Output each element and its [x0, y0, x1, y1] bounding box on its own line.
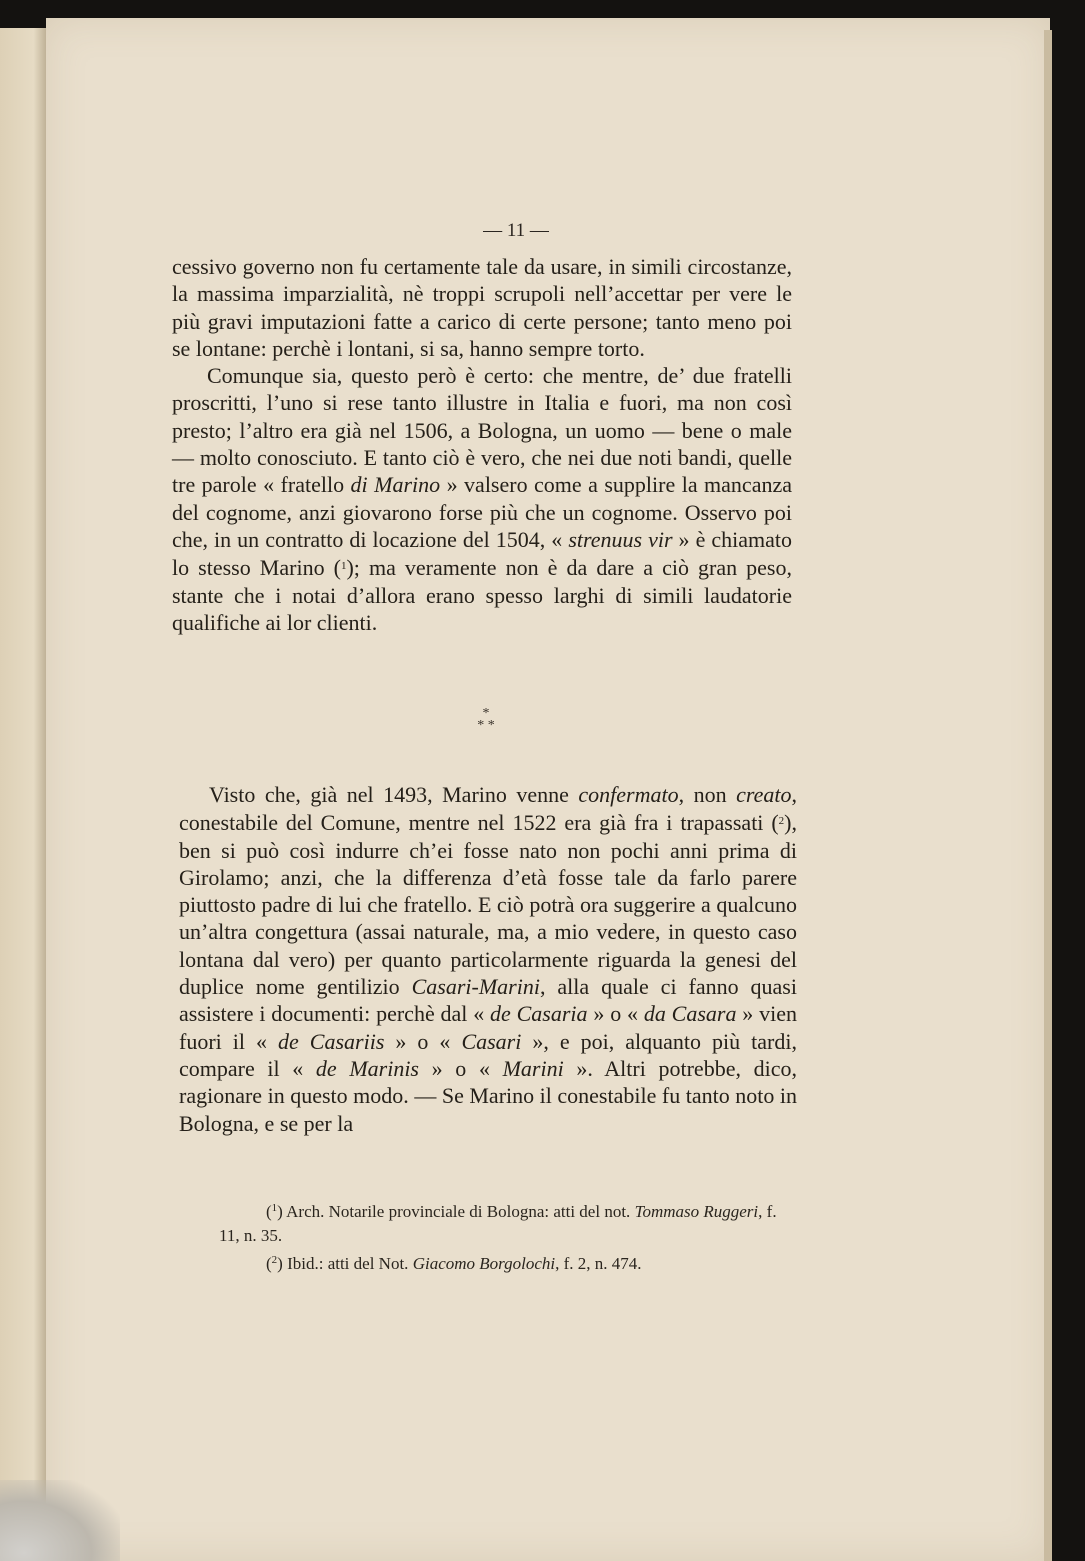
footnote-2: ($^2$) Ibid.: atti del Not. Giacomo Borgolochi, f. 2, n. 474. [266, 1254, 642, 1273]
italic-run: creato [736, 782, 792, 807]
italic-run: Tommaso Ruggeri [634, 1202, 759, 1221]
italic-run: Casari [461, 1028, 522, 1054]
italic-run: confermato [578, 782, 679, 807]
text-run: , conestabile del Comune, mentre nel 1522 era già fra i trapassati ( [179, 782, 797, 836]
text-run: » o « [587, 1001, 644, 1027]
footnote-1: ($^1$) Arch. Notarile provinciale di Bologna: atti del not. Tommaso Ruggeri, f. 11, n. 35. [219, 1202, 777, 1245]
italic-run: da Casara [643, 1001, 737, 1027]
text-run: » valsero come a supplire la mancanza del cognome, anzi giovarono forse più che un cognome. Osservo poi che, in un contratto di locazione del 1504, « [172, 472, 792, 552]
previous-page-edge [0, 28, 48, 1561]
italic-run: de Casaria [490, 1001, 588, 1027]
paper-stain [0, 1480, 120, 1561]
text-run: ), ben si può così indurre ch’ei fosse nato non pochi anni prima di Girolamo; anzi, che la differenza d’età fosse tale da farlo parere piuttosto padre di lui che fratello. E ciò potrà ora suggerire a qualcuno un’altra congettura (assai naturale, ma, a mio vedere, in questo caso lontana dal vero) per quanto particolarmente riguarda la genesi del duplice nome gentilizio [179, 810, 797, 1000]
text-run: ); ma veramente non è da dare a ciò gran peso, stante che i notai d’allora erano spesso larghi di simili laudatorie qualifiche ai lor clienti. [172, 555, 792, 635]
footnote-mark: 2 [271, 1254, 278, 1266]
text-run: » è chiamato lo stesso Marino ( [172, 526, 792, 581]
text-run: » vien fuori il « [179, 1001, 797, 1054]
footnote-ref-1: 1 [340, 560, 347, 573]
text-block-bottom [179, 781, 797, 1137]
italic-run: de Marinis [315, 1055, 419, 1081]
italic-run: Casari-Marini [411, 974, 540, 1000]
text-run: ». Altri potrebbe, dico, ragionare in questo modo. — Se Marino il conestabile fu tanto noto in Bologna, e se per la [179, 1055, 797, 1136]
text-run: ) Arch. Notarile provinciale di Bologna: atti del not. [277, 1202, 635, 1221]
page-number: — 11 — [483, 220, 549, 241]
text-run: ) Ibid.: atti del Not. [277, 1254, 413, 1273]
page-thickness-edge [1044, 30, 1052, 1561]
text-run: » o « [419, 1055, 503, 1081]
book-page [46, 18, 1050, 1561]
text-block-top [172, 253, 792, 636]
paragraph-comunque [172, 362, 792, 636]
text-run: , non [678, 782, 737, 807]
footnote-mark: 1 [271, 1202, 278, 1214]
italic-run: di Marino [350, 472, 441, 498]
paragraph-continued: cessivo governo non fu certamente tale da usare, in simili circostanze, la massima imparzialità, nè troppi scrupoli nell’accettar per vere le più gravi imputazioni fatte a carico di certe persone; tanto meno poi se lontane: perchè i lontani, si sa, hanno sempre torto. [172, 254, 792, 361]
text-run: Visto che, già nel 1493, Marino venne [209, 782, 579, 807]
italic-run: de Casariis [278, 1028, 385, 1054]
text-run: », e poi, alquanto più tardi, compare il « [179, 1028, 797, 1081]
text-run: , f. 11, n. 35. [219, 1202, 777, 1245]
text-run: , f. 2, n. 474. [555, 1254, 642, 1273]
text-run: » o « [384, 1028, 462, 1054]
italic-run: strenuus vir [568, 526, 673, 552]
italic-run: Giacomo Borgolochi [412, 1254, 556, 1273]
text-run: , alla quale ci fanno quasi assistere i documenti: perchè dal « [179, 974, 797, 1027]
paragraph-visto [179, 781, 797, 1137]
footnotes [219, 1196, 799, 1276]
footnote-ref-2: 2 [778, 815, 785, 828]
asterism-top: * [482, 706, 490, 721]
italic-run: Marini [502, 1055, 564, 1081]
text-run: Comunque sia, questo però è certo: che mentre, de’ due fratelli proscritti, l’uno si rese tanto illustre in Italia e fuori, ma non così presto; l’altro era già nel 1506, a Bologna, un uomo — bene o male — molto conosciuto. E tanto ciò è vero, che nei due noti bandi, quelle tre parole « fratello [172, 363, 792, 498]
asterism-bottom: * * [477, 718, 495, 733]
section-break-asterism [446, 708, 526, 732]
